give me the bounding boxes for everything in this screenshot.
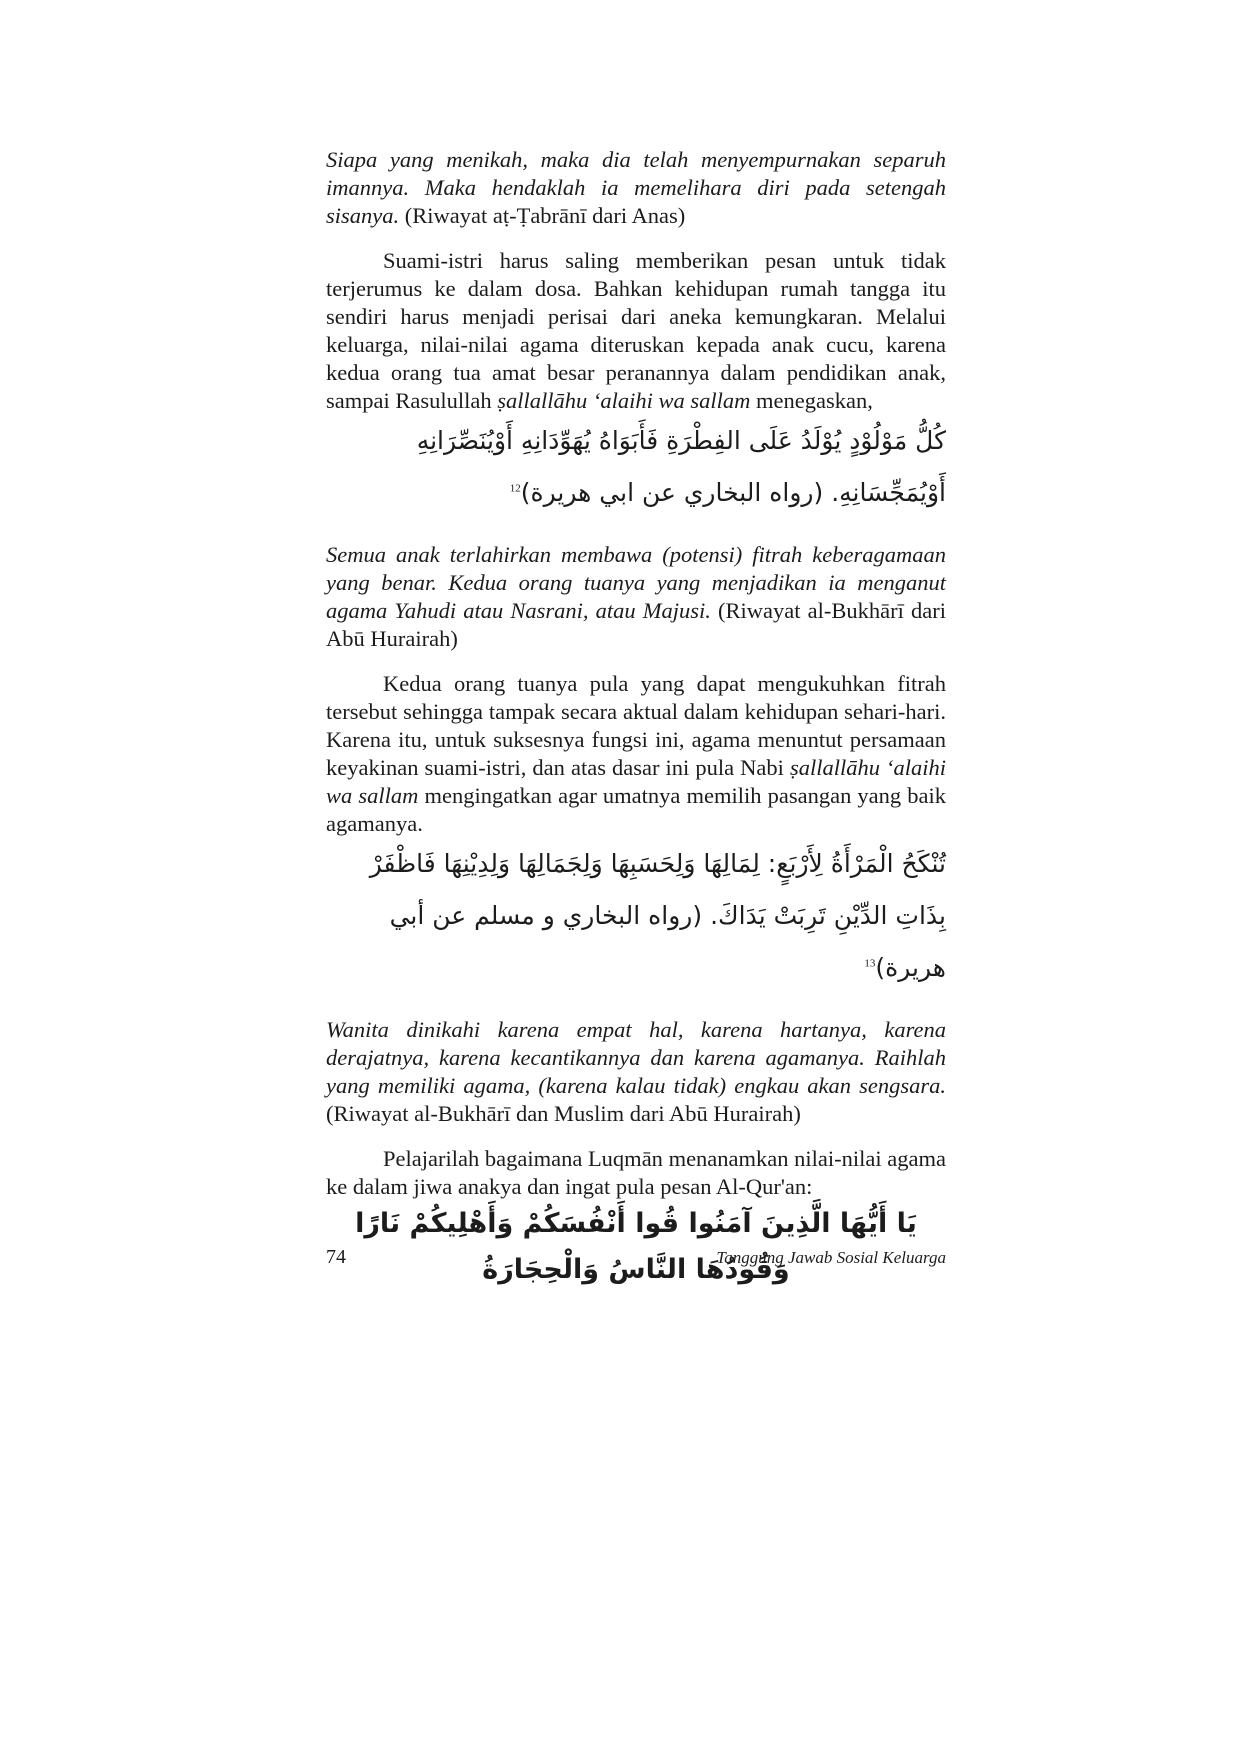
paragraph-text-end: mengingatkan agar umatnya memilih pasangan yang baik agamanya. xyxy=(326,783,947,836)
quran-verse: يَا أَيُّهَا الَّذِينَ آمَنُوا قُوا أَنْفُسَكُمْ وَأَهْلِيكُمْ نَارًا وَقُودُهَا النَّاسُ وَالْحِجَارَةُ xyxy=(355,1208,917,1285)
hadith-source: (Riwayat al-Bukhārī dan Muslim dari Abū Hurairah) xyxy=(326,1101,801,1126)
hadith-source: (Riwayat aṭ-Ṭabrānī dari Anas) xyxy=(404,203,686,228)
paragraph-text: Kedua orang tuanya pula yang dapat mengukuhkan fitrah tersebut sehingga tampak secara aktual dalam kehidupan sehari-hari. Karena itu, untuk suksesnya fungsi ini, agama menuntut persamaan keyakinan suami-istri, dan atas dasar ini pula Nabi xyxy=(326,671,946,780)
footnote-marker: 12 xyxy=(509,482,521,495)
translation-text: Wanita dinikahi karena empat hal, karena hartanya, karena derajatnya, karena kecantikannya dan karena agamanya. Raihlah yang memiliki agama, (karena kalau tidak) engkau akan sengsara. xyxy=(326,1017,946,1098)
hadith-translation-3 xyxy=(326,1016,946,1128)
honorific: ṣallallāhu ‘alaihi wa sallam xyxy=(497,388,751,413)
running-title: Tanggung Jawab Sosial Keluarga xyxy=(716,1248,946,1267)
hadith-translation-2 xyxy=(326,541,946,653)
page-footer xyxy=(326,1246,946,1274)
translation-text: Siapa yang menikah, maka dia telah menyempurnakan separuh imannya. Maka hendaklah ia memelihara diri pada setengah sisanya. xyxy=(326,147,946,228)
paragraph-text-end: menegaskan, xyxy=(756,388,873,413)
arabic-text: تُنْكَحُ الْمَرْأَةُ لِأَرْبَعٍ: لِمَالِهَا وَلِحَسَبِهَا وَلِجَمَالِهَا وَلِدِيْنِهَا فَاظْفَرْ بِذَاتِ الدِّيْنِ تَرِبَتْ يَدَاكَ. (رواه البخاري و مسلم عن أبي هريرة) xyxy=(369,849,946,982)
paragraph-text: Suami-istri harus saling memberikan pesan untuk tidak terjerumus ke dalam dosa. Bahkan kehidupan rumah tangga itu sendiri harus menjadi perisai dari aneka kemungkaran. Melalui keluarga, nilai-nilai agama diteruskan kepada anak cucu, karena kedua orang tua amat besar peranannya dalam pendidikan anak, sampai Rasulullah xyxy=(326,248,946,413)
translation-text: Semua anak terlahirkan membawa (potensi) fitrah keberagamaan yang benar. Kedua orang tuanya yang menjadikan ia menganut agama Yahudi atau Nasrani, atau Majusi. xyxy=(326,542,946,623)
arabic-text: كُلُّ مَوْلُوْدٍ يُوْلَدُ عَلَى الفِطْرَةِ فَأَبَوَاهُ يُهَوِّدَانِهِ أَوْيُنَصِّرَانِهِ أَوْيُمَجِّسَانِهِ. (رواه البخاري عن ابي هريرة) xyxy=(416,426,946,507)
hadith-translation-1 xyxy=(326,146,946,230)
hadith-arabic-2 xyxy=(326,838,946,994)
hadith-source: (Riwayat al-Bukhārī dari Abū Hurairah) xyxy=(326,598,946,651)
paragraph-1 xyxy=(326,247,946,415)
hadith-arabic-1 xyxy=(326,415,946,519)
paragraph-2 xyxy=(326,670,946,838)
footnote-marker: 13 xyxy=(864,957,876,970)
page-number: 74 xyxy=(326,1246,346,1268)
paragraph-3 xyxy=(326,1145,946,1201)
paragraph-text: Pelajarilah bagaimana Luqmān menanamkan nilai-nilai agama ke dalam jiwa anakya dan ingat pula pesan Al-Qur'an: xyxy=(326,1146,946,1199)
text-column xyxy=(326,146,946,1293)
honorific: ṣallallāhu ‘alaihi wa sallam xyxy=(326,755,946,808)
